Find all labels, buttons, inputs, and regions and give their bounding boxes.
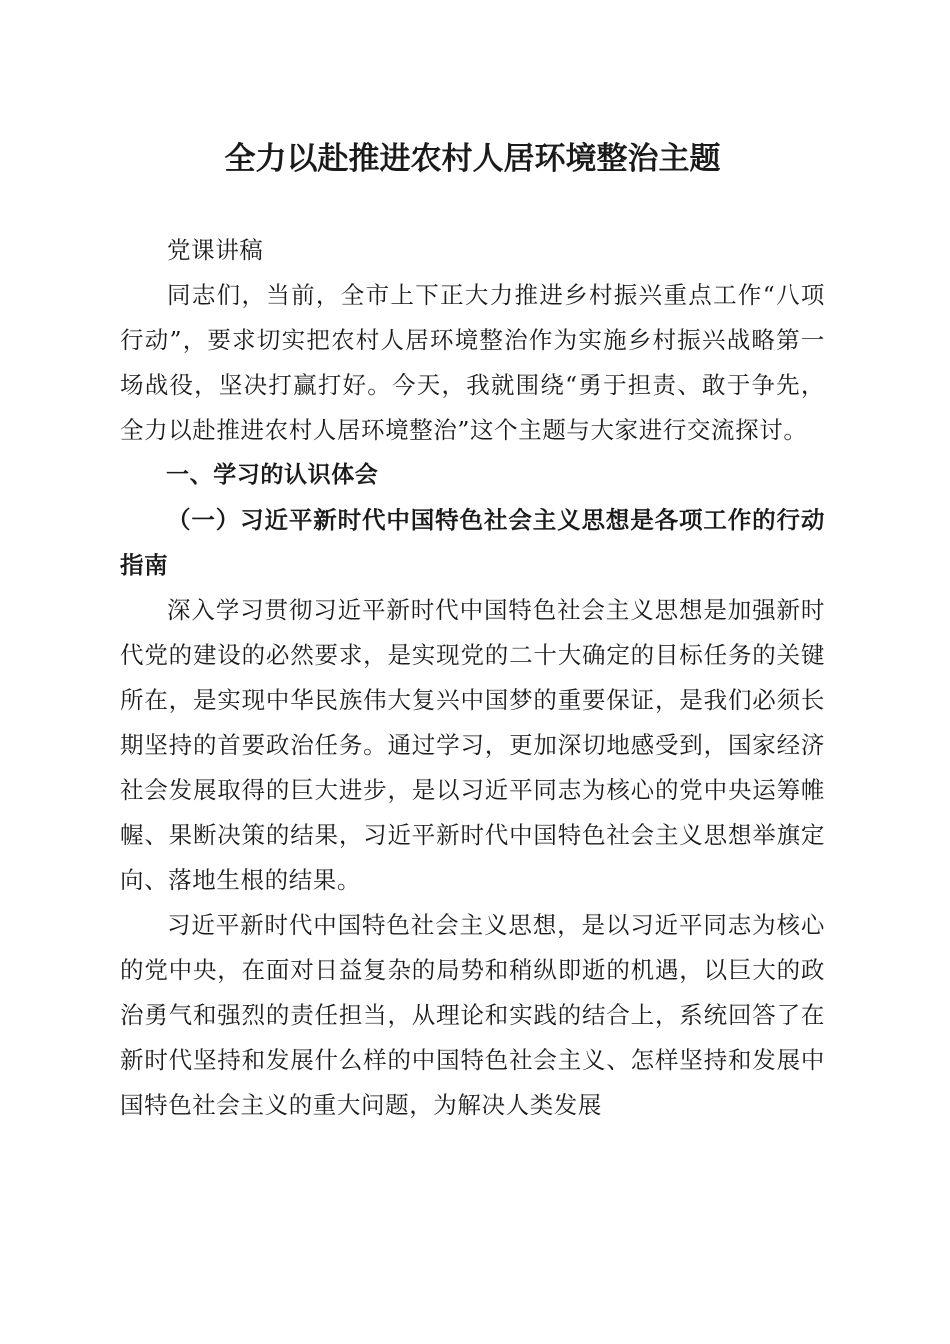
subsection-heading-1: （一）习近平新时代中国特色社会主义思想是各项工作的行动指南 [120,506,825,579]
document-page [120,128,825,1128]
intro-paragraph: 同志们，当前，全市上下正大力推进乡村振兴重点工作“八项行动”，要求切实把农村人居环境整治作为实施乡村振兴战略第一场战役，坚决打赢打好。今天，我就围绕“勇于担责、敢于争先，全力以赴推进农村人居环境整治”这个主题与大家进行交流探讨。 [120,281,825,444]
section-heading-1: 一、学习的认识体会 [166,462,379,488]
body-paragraph-1: 深入学习贯彻习近平新时代中国特色社会主义思想是加强新时代党的建设的必然要求，是实现党的二十大确定的目标任务的关键所在，是实现中华民族伟大复兴中国梦的重要保证，是我们必须长期坚持的首要政治任务。通过学习，更加深切地感受到，国家经济社会发展取得的巨大进步，是以习近平同志为核心的党中央运筹帷幄、果断决策的结果，习近平新时代中国特色社会主义思想举旗定向、落地生根的结果。 [120,596,825,894]
document-title: 全力以赴推进农村人居环境整治主题 [224,141,721,177]
document-subtitle: 党课讲稿 [167,236,264,264]
body-paragraph-2: 习近平新时代中国特色社会主义思想，是以习近平同志为核心的党中央，在面对日益复杂的局势和稍纵即逝的机遇，以巨大的政治勇气和强烈的责任担当，从理论和实践的结合上，系统回答了在新时代坚持和发展什么样的中国特色社会主义、怎样坚持和发展中国特色社会主义的重大问题，为解决人类发展 [120,911,825,1119]
